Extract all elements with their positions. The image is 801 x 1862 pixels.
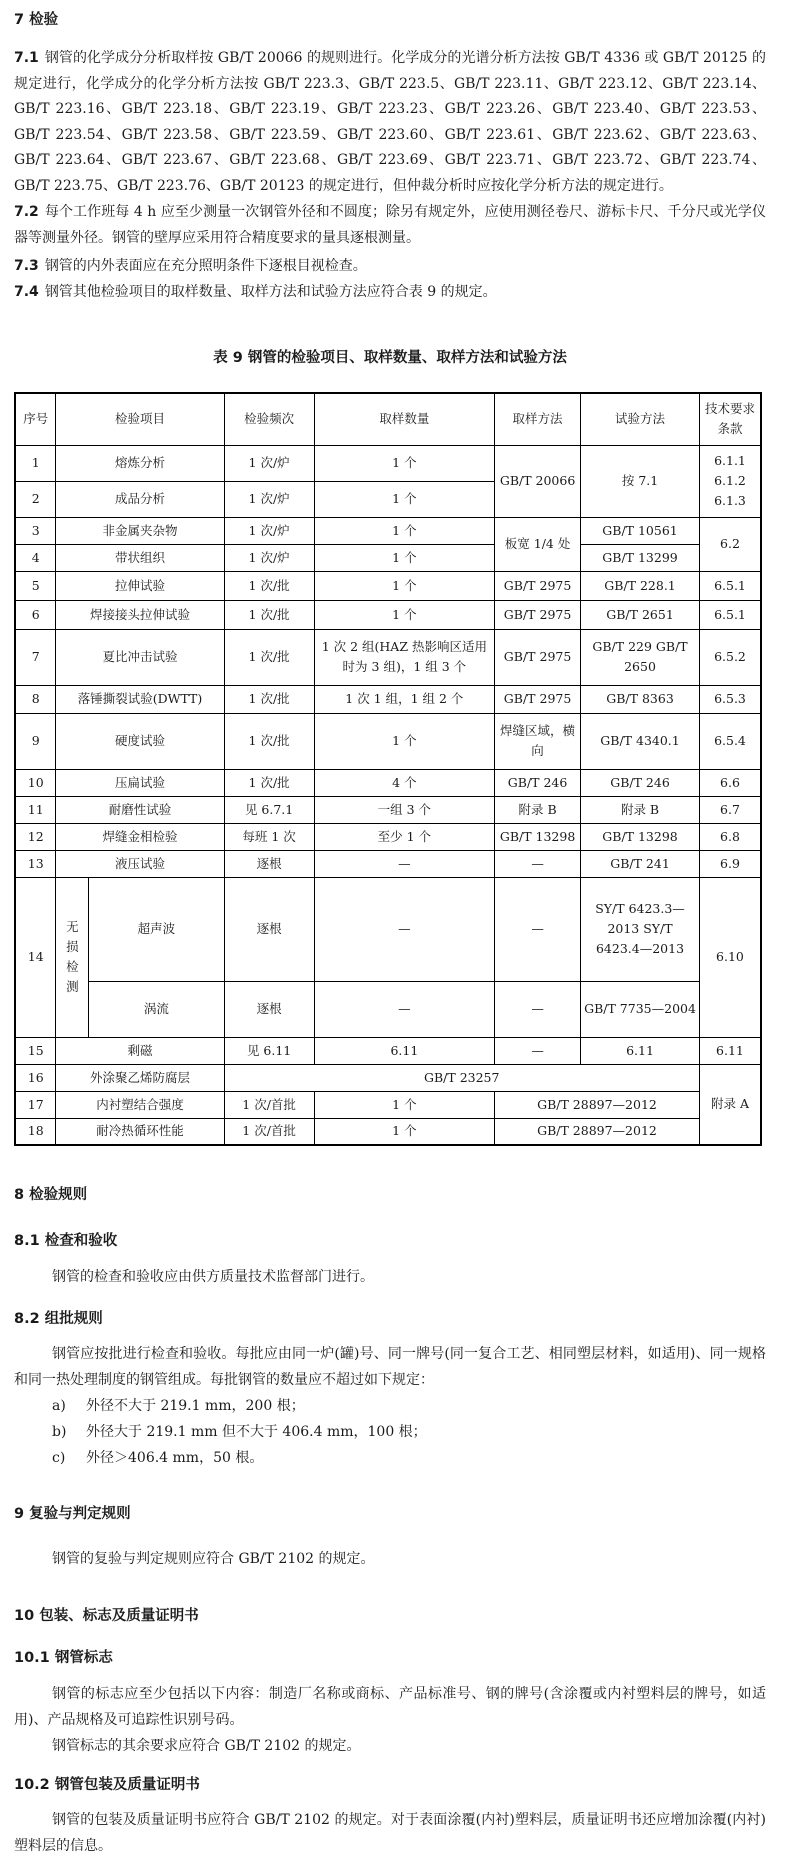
- cell-quantity: 1 个: [314, 713, 494, 769]
- cell-no: 3: [15, 517, 56, 544]
- table-row: [15, 796, 761, 823]
- cell-clause: 6.5.1: [699, 600, 761, 629]
- table-row: [15, 600, 761, 629]
- cell-method: 附录 B: [581, 796, 700, 823]
- cell-quantity: 1 个: [314, 1091, 494, 1118]
- table-9: [14, 392, 762, 1146]
- cell-method: GB/T 228.1: [581, 571, 700, 600]
- cell-standard: GB/T 23257: [224, 1064, 699, 1091]
- cell-method: GB/T 8363: [581, 685, 700, 713]
- cell-item: 夏比冲击试验: [56, 629, 224, 685]
- cell-no: 14: [15, 877, 56, 1037]
- list-item: [52, 1447, 263, 1467]
- paragraph-7-3: [14, 254, 766, 280]
- list-label: a): [52, 1398, 66, 1414]
- table-row: [15, 823, 761, 850]
- cell-clause: [699, 445, 761, 517]
- cell-method: GB/T 13299: [581, 544, 700, 571]
- cell-frequency: 1 次/批: [224, 571, 314, 600]
- table-header-row: [15, 393, 761, 445]
- cell-clause: 6.6: [699, 769, 761, 796]
- cell-frequency: 每班 1 次: [224, 823, 314, 850]
- cell-method: GB/T 10561: [581, 517, 700, 544]
- cell-no: 11: [15, 796, 56, 823]
- cell-frequency: 1 次/炉: [224, 445, 314, 481]
- cell-frequency: 1 次/炉: [224, 517, 314, 544]
- cell-quantity: 1 次 1 组，1 组 2 个: [314, 685, 494, 713]
- cell-frequency: 逐根: [224, 850, 314, 877]
- cell-quantity: 1 个: [314, 517, 494, 544]
- cell-no: 8: [15, 685, 56, 713]
- cell-sampling: 焊缝区域，横向: [495, 713, 581, 769]
- cell-no: 9: [15, 713, 56, 769]
- cell-frequency: 1 次/批: [224, 685, 314, 713]
- cell-sampling: GB/T 2975: [495, 629, 581, 685]
- cell-quantity: —: [314, 877, 494, 981]
- cell-no: 16: [15, 1064, 56, 1091]
- cell-item: 落锤撕裂试验(DWTT): [56, 685, 224, 713]
- cell-quantity: 1 个: [314, 1118, 494, 1145]
- list-label: c): [52, 1450, 66, 1466]
- section-8-title: 8 检验规则: [14, 1187, 88, 1203]
- list-text: 外径大于 219.1 mm 但不大于 406.4 mm，100 根；: [86, 1424, 427, 1440]
- cell-item: 焊接接头拉伸试验: [56, 600, 224, 629]
- cell-method: GB/T 13298: [581, 823, 700, 850]
- cell-quantity: 1 次 2 组(HAZ 热影响区适用时为 3 组)，1 组 3 个: [314, 629, 494, 685]
- cell-frequency: 1 次/批: [224, 629, 314, 685]
- paragraph-text: 钢管的化学成分分析取样按 GB/T 20066 的规则进行。化学成分的光谱分析方法按 GB/T 4336 或 GB/T 20125 的规定进行，化学成分的化学分析方法按 GB/T 223.3、GB/T 223.5、GB/T 223.11、GB/T 223.12、GB/T 223.14、GB/T 223.16、GB/T 223.18、GB/T 223.19、GB/T 223.23、GB/T 223.26、GB/T 223.40、GB/T 223.53、GB/T 223.54、GB/T 223.58、GB/T 223.59、GB/T 223.60、GB/T 223.61、GB/T 223.62、GB/T 223.63、GB/T 223.64、GB/T 223.67、GB/T 223.68、GB/T 223.69、GB/T 223.71、GB/T 223.72、GB/T 223.74、GB/T 223.75、GB/T 223.76、GB/T 20123 的规定进行，但仲裁分析时应按化学分析方法的规定进行。: [14, 50, 766, 194]
- paragraph-8-1: 钢管的检查和验收应由供方质量技术监督部门进行。: [52, 1269, 374, 1285]
- cell-quantity: 至少 1 个: [314, 823, 494, 850]
- cell-no: 6: [15, 600, 56, 629]
- cell-item: 耐磨性试验: [56, 796, 224, 823]
- cell-sampling: GB/T 13298: [495, 823, 581, 850]
- cell-sampling: 板宽 1/4 处: [495, 517, 581, 571]
- paragraph-7-1: [14, 46, 766, 199]
- header-cell: 检验项目: [56, 393, 224, 445]
- table-row: [15, 685, 761, 713]
- cell-no: 5: [15, 571, 56, 600]
- table-row: [15, 629, 761, 685]
- list-text: 外径不大于 219.1 mm，200 根；: [86, 1398, 305, 1414]
- cell-quantity: 6.11: [314, 1037, 494, 1064]
- cell-item: 超声波: [89, 877, 224, 981]
- section-9-title: 9 复验与判定规则: [14, 1506, 131, 1522]
- cell-no: 17: [15, 1091, 56, 1118]
- table-row: [15, 1037, 761, 1064]
- cell-clause: 6.7: [699, 796, 761, 823]
- cell-no: 1: [15, 445, 56, 481]
- paragraph-10-1-b: 钢管标志的其余要求应符合 GB/T 2102 的规定。: [52, 1738, 361, 1754]
- cell-method: GB/T 2651: [581, 600, 700, 629]
- list-text: 外径＞406.4 mm，50 根。: [86, 1450, 264, 1466]
- table-row: [15, 850, 761, 877]
- header-cell: 取样数量: [314, 393, 494, 445]
- cell-item: 硬度试验: [56, 713, 224, 769]
- cell-sampling: —: [495, 850, 581, 877]
- cell-no: 4: [15, 544, 56, 571]
- cell-no: 2: [15, 481, 56, 517]
- cell-frequency: 1 次/批: [224, 769, 314, 796]
- table-row: [15, 981, 761, 1037]
- clause-number: 7.4: [14, 284, 39, 300]
- cell-method: 按 7.1: [581, 445, 700, 517]
- cell-sampling: —: [495, 1037, 581, 1064]
- table-9-caption: 表 9 钢管的检验项目、取样数量、取样方法和试验方法: [213, 350, 567, 366]
- table-row: [15, 877, 761, 981]
- cell-quantity: 4 个: [314, 769, 494, 796]
- cell-quantity: —: [314, 981, 494, 1037]
- table-row: [15, 445, 761, 481]
- cell-sampling: GB/T 20066: [495, 445, 581, 517]
- cell-method: GB/T 229 GB/T 2650: [581, 629, 700, 685]
- table-row: [15, 769, 761, 796]
- cell-quantity: 1 个: [314, 481, 494, 517]
- cell-clause: 6.10: [699, 877, 761, 1037]
- paragraph-10-2: 钢管的包装及质量证明书应符合 GB/T 2102 的规定。对于表面涂覆(内衬)塑料层，质量证明书还应增加涂覆(内衬)塑料层的信息。: [14, 1812, 766, 1854]
- cell-clause: 附录 A: [699, 1064, 761, 1145]
- cell-frequency: 逐根: [224, 981, 314, 1037]
- paragraph-8-2: 钢管应按批进行检查和验收。每批应由同一炉(罐)号、同一牌号(同一复合工艺、相同塑层材料，如适用)、同一规格和同一热处理制度的钢管组成。每批钢管的数量应不超过如下规定：: [14, 1346, 766, 1388]
- table-row: [15, 1064, 761, 1091]
- cell-item: 焊缝金相检验: [56, 823, 224, 850]
- cell-no: 13: [15, 850, 56, 877]
- table-row: [15, 713, 761, 769]
- cell-frequency: 1 次/炉: [224, 481, 314, 517]
- paragraph-text: 每个工作班每 4 h 应至少测量一次钢管外径和不圆度；除另有规定外，应使用测径卷尺、游标卡尺、千分尺或光学仪器等测量外径。钢管的壁厚应采用符合精度要求的量具逐根测量。: [14, 204, 766, 246]
- cell-sampling: 附录 B: [495, 796, 581, 823]
- cell-quantity: —: [314, 850, 494, 877]
- cell-clause: 6.9: [699, 850, 761, 877]
- cell-quantity: 1 个: [314, 445, 494, 481]
- header-cell: 序号: [15, 393, 56, 445]
- paragraph-7-2: [14, 200, 766, 251]
- clause-line: 6.1.3: [714, 493, 746, 508]
- cell-frequency: 1 次/首批: [224, 1091, 314, 1118]
- cell-frequency: 1 次/批: [224, 600, 314, 629]
- cell-item: 成品分析: [56, 481, 224, 517]
- paragraph-9: 钢管的复验与判定规则应符合 GB/T 2102 的规定。: [52, 1551, 375, 1567]
- cell-sampling: —: [495, 981, 581, 1037]
- clause-number: 7.1: [14, 50, 39, 66]
- cell-method: GB/T 246: [581, 769, 700, 796]
- table-row: [15, 1118, 761, 1145]
- table-row: [15, 1091, 761, 1118]
- cell-item: 涡流: [89, 981, 224, 1037]
- list-item: [52, 1395, 305, 1415]
- cell-item: 剩磁: [56, 1037, 224, 1064]
- header-cell: 技术要求条款: [699, 393, 761, 445]
- section-7-title: 7 检验: [14, 12, 59, 28]
- table-row: [15, 571, 761, 600]
- cell-group: 无损检测: [56, 877, 89, 1037]
- cell-clause: 6.5.2: [699, 629, 761, 685]
- paragraph-text: 钢管的内外表面应在充分照明条件下逐根目视检查。: [44, 258, 367, 274]
- header-cell: 检验频次: [224, 393, 314, 445]
- cell-quantity: 1 个: [314, 544, 494, 571]
- cell-item: 拉伸试验: [56, 571, 224, 600]
- clause-number: 7.2: [14, 204, 39, 220]
- cell-standard: GB/T 28897—2012: [495, 1091, 700, 1118]
- table-row: [15, 544, 761, 571]
- list-item: [52, 1421, 427, 1441]
- paragraph-text: 钢管其他检验项目的取样数量、取样方法和试验方法应符合表 9 的规定。: [44, 284, 497, 300]
- cell-frequency: 逐根: [224, 877, 314, 981]
- cell-no: 10: [15, 769, 56, 796]
- paragraph-7-4: [14, 280, 766, 306]
- clause-number: 7.3: [14, 258, 39, 274]
- clause-line: 6.1.1: [714, 453, 746, 468]
- cell-frequency: 1 次/首批: [224, 1118, 314, 1145]
- cell-no: 18: [15, 1118, 56, 1145]
- cell-sampling: GB/T 2975: [495, 685, 581, 713]
- clause-line: 6.1.2: [714, 473, 746, 488]
- table-row: [15, 517, 761, 544]
- cell-standard: GB/T 28897—2012: [495, 1118, 700, 1145]
- cell-sampling: GB/T 2975: [495, 600, 581, 629]
- cell-item: 耐冷热循环性能: [56, 1118, 224, 1145]
- cell-quantity: 1 个: [314, 571, 494, 600]
- cell-quantity: 1 个: [314, 600, 494, 629]
- cell-sampling: GB/T 2975: [495, 571, 581, 600]
- section-10-title: 10 包装、标志及质量证明书: [14, 1608, 199, 1624]
- cell-sampling: —: [495, 877, 581, 981]
- cell-item: 内衬塑结合强度: [56, 1091, 224, 1118]
- cell-item: 带状组织: [56, 544, 224, 571]
- cell-frequency: 见 6.7.1: [224, 796, 314, 823]
- section-8-2-title: 8.2 组批规则: [14, 1311, 103, 1327]
- cell-clause: 6.5.1: [699, 571, 761, 600]
- section-10-1-title: 10.1 钢管标志: [14, 1650, 113, 1666]
- cell-item: 外涂聚乙烯防腐层: [56, 1064, 224, 1091]
- cell-no: 7: [15, 629, 56, 685]
- paragraph-10-1-a: 钢管的标志应至少包括以下内容：制造厂名称或商标、产品标准号、钢的牌号(含涂覆或内衬塑料层的牌号，如适用)、产品规格及可追踪性识别号码。: [14, 1686, 766, 1728]
- cell-clause: 6.8: [699, 823, 761, 850]
- cell-frequency: 1 次/批: [224, 713, 314, 769]
- cell-clause: 6.5.3: [699, 685, 761, 713]
- cell-item: 熔炼分析: [56, 445, 224, 481]
- cell-clause: 6.11: [699, 1037, 761, 1064]
- section-10-2-title: 10.2 钢管包装及质量证明书: [14, 1777, 200, 1793]
- cell-item: 非金属夹杂物: [56, 517, 224, 544]
- cell-no: 15: [15, 1037, 56, 1064]
- cell-clause: 6.5.4: [699, 713, 761, 769]
- cell-method: 6.11: [581, 1037, 700, 1064]
- header-cell: 取样方法: [495, 393, 581, 445]
- cell-method: SY/T 6423.3—2013 SY/T 6423.4—2013: [581, 877, 700, 981]
- list-label: b): [52, 1424, 67, 1440]
- section-8-1-title: 8.1 检查和验收: [14, 1233, 118, 1249]
- cell-method: GB/T 7735—2004: [581, 981, 700, 1037]
- cell-sampling: GB/T 246: [495, 769, 581, 796]
- cell-quantity: 一组 3 个: [314, 796, 494, 823]
- cell-method: GB/T 241: [581, 850, 700, 877]
- cell-method: GB/T 4340.1: [581, 713, 700, 769]
- cell-item: 压扁试验: [56, 769, 224, 796]
- cell-item: 液压试验: [56, 850, 224, 877]
- cell-frequency: 1 次/炉: [224, 544, 314, 571]
- cell-clause: 6.2: [699, 517, 761, 571]
- cell-frequency: 见 6.11: [224, 1037, 314, 1064]
- cell-no: 12: [15, 823, 56, 850]
- header-cell: 试验方法: [581, 393, 700, 445]
